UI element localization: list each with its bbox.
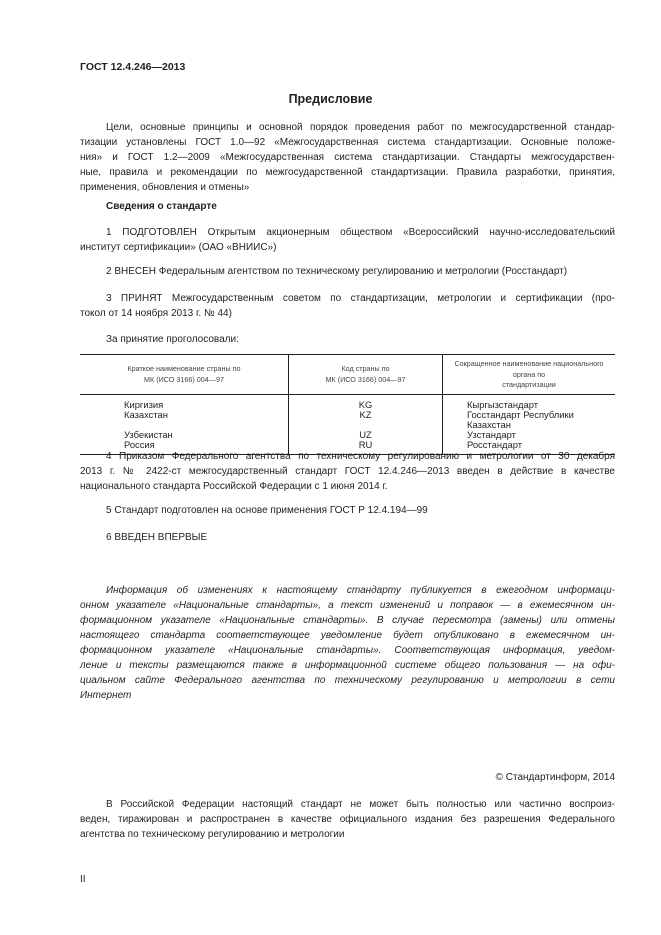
item-3-line: токол от 14 ноября 2013 г. № 44) bbox=[80, 308, 232, 319]
voted-label bbox=[80, 332, 615, 347]
restriction-line: агентства по техническому регулированию и метрологии bbox=[80, 829, 345, 840]
item-4 bbox=[80, 449, 615, 494]
table-row bbox=[80, 430, 615, 440]
intro-line: Цели, основные принципы и основной порядок проведения работ по межгосударственной стандар- bbox=[106, 122, 615, 133]
body-cell: Узстандарт bbox=[443, 430, 616, 440]
item-6 bbox=[80, 530, 615, 545]
body-cell: Кыргызстандарт bbox=[443, 394, 616, 410]
table-header-body bbox=[443, 355, 616, 395]
notice-line: Интернет bbox=[80, 690, 132, 701]
code-cell: KG bbox=[289, 394, 443, 410]
country-cell: Казахстан bbox=[124, 408, 168, 420]
intro-line: ные, правила и рекомендации по межгосударственной стандартизации. Правила разработки, принятия, bbox=[80, 167, 615, 178]
item-6-line: 6 ВВЕДЕН ВПЕРВЫЕ bbox=[106, 532, 208, 543]
table-header-country bbox=[80, 355, 289, 395]
code-cell: RU bbox=[289, 440, 443, 455]
voting-table bbox=[80, 354, 615, 455]
country-cell: Узбекистан bbox=[124, 428, 173, 440]
changes-notice bbox=[80, 583, 615, 703]
table-row bbox=[80, 394, 615, 410]
copyright: © Стандартинформ, 2014 bbox=[495, 772, 615, 783]
restriction-line: В Российской Федерации настоящий стандарт не может быть полностью или частично воспроиз- bbox=[106, 799, 615, 810]
table-header-row bbox=[80, 355, 615, 395]
notice-line: Информация об изменениях к настоящему стандарту публикуется в ежегодном информаци- bbox=[106, 585, 615, 596]
item-3 bbox=[80, 291, 615, 321]
notice-line: онном указателе «Национальные стандарты», а текст изменений и поправок — в ежемесячном ин- bbox=[80, 600, 615, 611]
code-cell: UZ bbox=[289, 430, 443, 440]
item-4-line: 4 Приказом Федерального агентства по техническому регулированию и метрологии от 30 декабря bbox=[106, 451, 615, 462]
body-cell: Госстандарт Республики Казахстан bbox=[443, 410, 616, 430]
restriction-notice bbox=[80, 797, 615, 842]
item-1 bbox=[80, 225, 615, 255]
code-cell: KZ bbox=[289, 410, 443, 430]
item-2-line: 2 ВНЕСЕН Федеральным агентством по техническому регулированию и метрологии (Росстандарт) bbox=[106, 266, 568, 277]
intro-line: тизации установлены ГОСТ 1.0—92 «Межгосударственная система стандартизации. Основные положе- bbox=[80, 137, 615, 148]
voted-label-text: За принятие проголосовали: bbox=[106, 334, 239, 345]
preface-title: Предисловие bbox=[288, 92, 373, 106]
standard-info-heading: Сведения о стандарте bbox=[106, 201, 217, 212]
notice-line: циальном сайте Федерального агентства по техническому регулированию и метрологии в сети bbox=[80, 675, 615, 686]
header-line: Код страны по bbox=[341, 364, 390, 374]
page-number: II bbox=[80, 874, 86, 885]
notice-line: ление и тексты размещаются также в информационной системе общего пользования — на офи- bbox=[80, 660, 615, 671]
item-5 bbox=[80, 503, 615, 518]
restriction-line: веден, тиражирован и распространен в качестве официального издания без разрешения Федерального bbox=[80, 814, 615, 825]
intro-line: ния» и ГОСТ 1.2—2009 «Межгосударственная система стандартизации. Стандарты межгосударствен- bbox=[80, 152, 615, 163]
intro-line: применения, обновления и отмены» bbox=[80, 182, 250, 193]
notice-line: формационном указателе «Национальные стандарты». Соответствующая информация, уведом- bbox=[80, 645, 615, 656]
header-line: МК (ИСО 3166) 004—97 bbox=[144, 374, 224, 384]
header-line: МК (ИСО 3166) 004—97 bbox=[325, 374, 406, 384]
document-code-header: ГОСТ 12.4.246—2013 bbox=[80, 61, 186, 73]
item-4-line: 2013 г. № 2422-ст межгосударственный стандарт ГОСТ 12.4.246—2013 введен в действие в качестве bbox=[80, 466, 615, 477]
header-line: Краткое наименование страны по bbox=[127, 364, 241, 374]
item-4-line: национального стандарта Российской Федерации с 1 июня 2014 г. bbox=[80, 481, 388, 492]
country-cell: Киргизия bbox=[124, 398, 164, 410]
notice-line: формационном указателе «Национальные стандарты». В случае пересмотра (замены) или отмены bbox=[80, 615, 615, 626]
preface-intro bbox=[80, 120, 615, 195]
item-1-line: 1 ПОДГОТОВЛЕН Открытым акционерным обществом «Всероссийский научно-исследовательский bbox=[106, 227, 615, 238]
notice-line: настоящего стандарта соответствующее уведомление будет опубликовано в ежемесячном ин- bbox=[80, 630, 615, 641]
item-1-line: институт сертификации» (ОАО «ВНИИС») bbox=[80, 242, 277, 253]
body-cell: Росстандарт bbox=[443, 440, 616, 455]
table-header-code bbox=[289, 355, 443, 395]
country-cell: Россия bbox=[80, 440, 289, 455]
table-row bbox=[80, 410, 615, 430]
header-line: стандартизации bbox=[502, 380, 556, 389]
header-line: Сокращенное наименование национального органа по bbox=[454, 359, 604, 379]
item-5-line: 5 Стандарт подготовлен на основе применения ГОСТ Р 12.4.194—99 bbox=[106, 505, 428, 516]
item-3-line: 3 ПРИНЯТ Межгосударственным советом по стандартизации, метрологии и сертификации (про- bbox=[106, 293, 615, 304]
item-2 bbox=[80, 264, 615, 279]
